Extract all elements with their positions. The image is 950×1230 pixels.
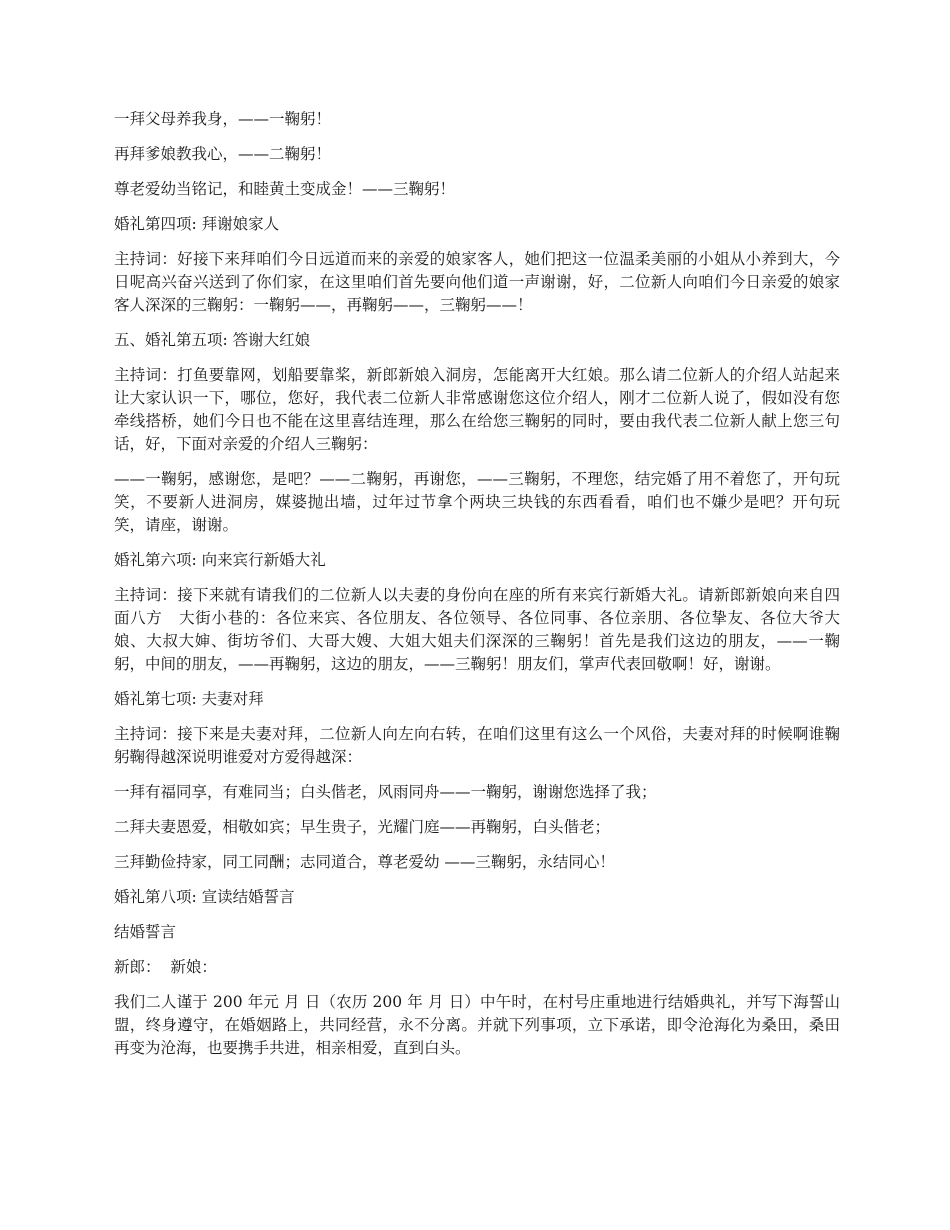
groom-bride-line: 新郎： 新娘： bbox=[114, 958, 217, 976]
paragraph-15: 三拜勤俭持家，同工同酬；志同道合，尊老爱幼 ——三鞠躬，永结同心！ bbox=[114, 853, 615, 871]
paragraph-7: 主持词：打鱼要靠网，划船要靠桨，新郎新娘入洞房，怎能离开大红娘。那么请二位新人的介绍人站起来让大家认识一下，哪位，您好，我代表二位新人非常感谢您这位介绍人，刚才二位新人说了，假如没有您牵线搭桥，她们今日也不能在这里喜结连理，那么在给您三鞠躬的同时，要由我代表二位新人献上您三句话，好，下面对亲爱的介绍人三鞠躬： bbox=[114, 366, 840, 453]
paragraph-13: 一拜有福同享，有难同当；白头偕老，风雨同舟——一鞠躬，谢谢您选择了我； bbox=[114, 783, 657, 801]
section-heading-6: 婚礼第六项: 向来宾行新婚大礼 bbox=[114, 551, 326, 569]
paragraph-3: 尊老爱幼当铭记，和睦黄土变成金！——三鞠躬！ bbox=[114, 180, 456, 198]
section-heading-8: 婚礼第八项: 宣读结婚誓言 bbox=[114, 888, 295, 906]
paragraph-10: 主持词：接下来就有请我们的二位新人以夫妻的身份向在座的所有来宾行新婚大礼。请新郎新娘向来自四面八方 大街小巷的：各位来宾、各位朋友、各位领导、各位同事、各位亲朋、各位挚友、各位大爷大娘、大叔大婶、街坊爷们、大哥大嫂、大姐大姐夫们深深的三鞠躬！首先是我们这边的朋友，——一鞠躬，中间的朋友，——再鞠躬，这边的朋友，——三鞠躬！朋友们，掌声代表回敬啊！好，谢谢。 bbox=[114, 586, 840, 673]
paragraph-1: 一拜父母养我身，——一鞠躬！ bbox=[114, 110, 332, 128]
document-page bbox=[114, 108, 840, 1072]
section-heading-7: 婚礼第七项: 夫妻对拜 bbox=[114, 690, 264, 708]
vow-text: 我们二人谨于 200 年元 月 日（农历 200 年 月 日）中午时，在村号庄重地进行结婚典礼，并写下海誓山盟，终身遵守，在婚姻路上，共同经营，永不分离。并就下列事项，立下承诺，即令沧海化为桑田，桑田再变为沧海，也要携手共进，相亲相爱，直到白头。 bbox=[114, 993, 840, 1057]
section-heading-4: 婚礼第四项: 拜谢娘家人 bbox=[114, 215, 280, 233]
paragraph-2: 再拜爹娘教我心，——二鞠躬！ bbox=[114, 145, 332, 163]
paragraph-14: 二拜夫妻恩爱，相敬如宾；早生贵子，光耀门庭——再鞠躬，白头偕老； bbox=[114, 818, 611, 836]
vow-title: 结婚誓言 bbox=[114, 923, 177, 941]
paragraph-5: 主持词：好接下来拜咱们今日远道而来的亲爱的娘家客人，她们把这一位温柔美丽的小姐从小养到大，今日呢高兴奋兴送到了你们家，在这里咱们首先要向他们道一声谢谢，好，二位新人向咱们今日亲爱的娘家客人深深的三鞠躬：一鞠躬——，再鞠躬——，三鞠躬——！ bbox=[114, 250, 840, 314]
section-heading-5: 五、婚礼第五项: 答谢大红娘 bbox=[114, 331, 311, 349]
paragraph-12: 主持词：接下来是夫妻对拜，二位新人向左向右转，在咱们这里有这么一个风俗，夫妻对拜的时候啊谁鞠躬鞠得越深说明谁爱对方爱得越深： bbox=[114, 725, 840, 766]
paragraph-8: ——一鞠躬，感谢您，是吧？——二鞠躬，再谢您，——三鞠躬，不理您，结完婚了用不着您了，开句玩笑，不要新人进洞房，媒婆抛出墙，过年过节拿个两块三块钱的东西看看，咱们也不嫌少是吧？开句玩笑，请座，谢谢。 bbox=[114, 470, 840, 534]
